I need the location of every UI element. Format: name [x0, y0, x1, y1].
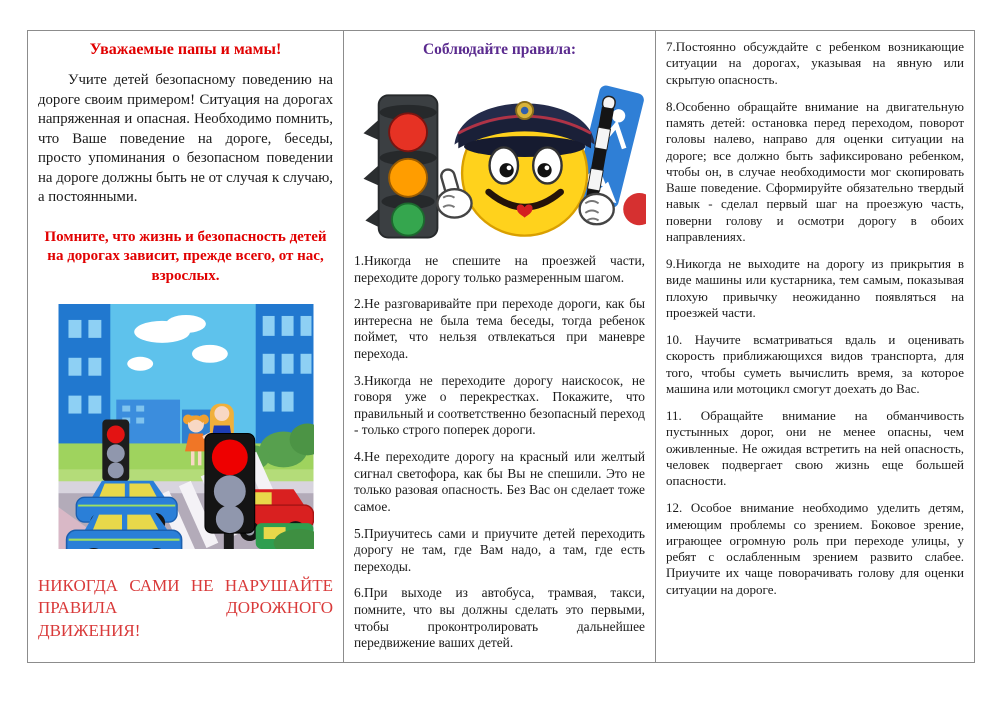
rule-item-6: 6.При выходе из автобуса, трамвая, такси, помните, что вы должны сделать это первыми, чтобы проконтролировать дальнейшее передвижение ваших детей.: [354, 585, 645, 651]
street-crossing-illustration: [58, 304, 314, 549]
policeman-smiley-icon: [455, 102, 595, 236]
rule-item-3: 3.Никогда не переходите дорогу наискосок, не говоря уже о перекрестках. Покажите, что правильный и соответственно безопасный переход - только строго поперек дороги.: [354, 372, 645, 438]
rule-item-12: 12. Особое внимание необходимо уделить детям, имеющим проблемы со зрением. Боковое зрение, играющее огромную роль при переходе улицы, у ребят с ослабленным зрением развито слабее. Приучите их чаще поворачивать голову для оценки ситуации на дороге.: [666, 500, 964, 597]
left-footer-warning: НИКОГДА САМИ НЕ НАРУШАЙТЕ ПРАВИЛА ДОРОЖНОГО ДВИЖЕНИЯ!: [38, 575, 333, 640]
fist-glove-icon: [580, 194, 614, 224]
rule-item-4: 4.Не переходите дорогу на красный или желтый сигнал светофора, как бы Вы не спешили. Это не только разовая опасность. Без Вас он сделает тоже самое.: [354, 449, 645, 514]
column-right: [656, 31, 974, 662]
rule-item-5: 5.Приучитесь сами и приучите детей переходить дорогу не там, где Вам надо, а там, где есть переходы.: [354, 525, 645, 574]
traffic-light-icon: [364, 95, 438, 237]
rule-item-1: 1.Никогда не спешите на проезжей части, переходите дорогу только размеренным шагом.: [354, 253, 645, 285]
left-title: Уважаемые папы и мамы!: [89, 41, 282, 58]
column-middle: [344, 31, 656, 662]
rule-item-2: 2.Не разговаривайте при переходе дороги, как бы интересна не была тема беседы, тогда ребенок поймет, что нельзя отвлекаться при маневре перехода.: [354, 296, 645, 362]
rule-item-8: 8.Особенно обращайте внимание на двигательную память детей: остановка перед переходом, поворот головы налево, направо для оценки ситуации на дороге; все должно быть зафиксировано ребенком, чтобы он, в случае необходимости мог скопировать Ваше поведение. Сформируйте обязательно твердый навык - сделал первый шаг на проезжую часть, поверни голову и осмотри дорогу в обоих направлениях.: [666, 98, 964, 244]
rule-item-9: 9.Никогда не выходите на дорогу из прикрытия в виде машины или кустарника, тем самым, показывая плохую привычку неожиданно появляться на проезжей части.: [666, 256, 964, 320]
policeman-smiley-figure: [354, 65, 645, 247]
leaflet-table: [27, 30, 975, 663]
red-sign-fragment: [623, 193, 646, 225]
middle-title: Соблюдайте правила:: [422, 41, 577, 58]
street-scene-figure: [38, 304, 333, 549]
traffic-light-big-icon: [204, 434, 254, 550]
smiley-policeman-illustration: [354, 65, 646, 247]
rule-item-11: 11. Обращайте внимание на обманчивость пустынных дорог, они не менее опасны, чем оживленные. Не ожидая встретить на ней опасность, человек подвергает свою жизнь еще большей опасности.: [666, 408, 964, 488]
left-intro-paragraph: Учите детей безопасному поведению на дороге своим примером! Ситуация на дорогах напряженная и опасная. Необходимо помнить, что Ваше поведение на дороге, беседы, просто упоминания о безопасном поведении на дороге должны быть не от случая к случаю, а постоянными.: [38, 72, 333, 206]
rule-item-10: 10. Научите всматриваться вдаль и оценивать скорость приближающихся видов транспорта, для того, чтобы суметь вычислить время, за которое машина или мотоцикл смогут доехать до Вас.: [666, 332, 964, 396]
column-left: [28, 31, 344, 662]
left-reminder-paragraph: Помните, что жизнь и безопасность детей на дорогах зависит, прежде всего, от нас, взрослых.: [44, 228, 327, 284]
rule-item-7: 7.Постоянно обсуждайте с ребенком возникающие ситуации на дорогах, указывая на явную или скрытую опасность.: [666, 39, 964, 87]
